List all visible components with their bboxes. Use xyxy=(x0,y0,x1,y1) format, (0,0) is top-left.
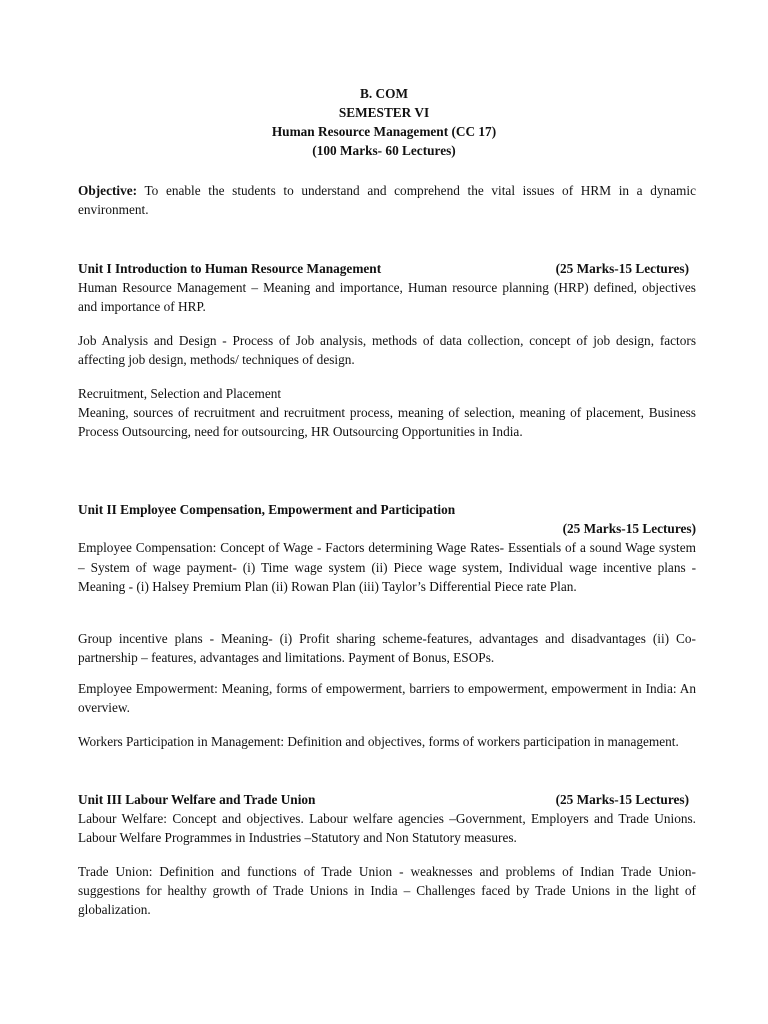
unit-3-trade-union xyxy=(78,862,696,920)
unit-2-paragraph-4: Workers Participation in Management: Definition and objectives, forms of workers participation in management. xyxy=(78,734,679,749)
unit-2-participation xyxy=(78,732,696,751)
unit-2-paragraph-3: Employee Empowerment: Meaning, forms of empowerment, barriers to empowerment, empowerment in India: An overview. xyxy=(78,681,696,716)
unit-3-marks: (25 Marks-15 Lectures) xyxy=(555,792,689,807)
unit-1-recruitment xyxy=(78,384,696,442)
unit-1-marks: (25 Marks-15 Lectures) xyxy=(555,261,689,276)
unit-1-paragraph-2: Job Analysis and Design - Process of Job analysis, methods of data collection, concept of job design, factors affecting job design, methods/ techniques of design. xyxy=(78,333,696,368)
unit-2-heading xyxy=(78,500,696,519)
unit-1-section xyxy=(78,259,696,317)
unit-2-marks: (25 Marks-15 Lectures) xyxy=(562,521,696,537)
objective-section xyxy=(78,181,696,219)
unit-2-empowerment xyxy=(78,679,696,717)
unit-3-paragraph-1: Labour Welfare: Concept and objectives. Labour welfare agencies –Government, Employers and Trade Unions. Labour Welfare Programmes in Industries –Statutory and Non Statutory measures. xyxy=(78,811,696,846)
document-header xyxy=(0,84,768,160)
degree-title: B. COM xyxy=(359,86,408,101)
unit-1-title: Unit I Introduction to Human Resource Management xyxy=(78,261,382,276)
course-title: Human Resource Management (CC 17) xyxy=(271,124,497,139)
objective-label: Objective: xyxy=(78,183,138,198)
unit-1-heading xyxy=(78,259,696,278)
unit-2-paragraph-1: Employee Compensation: Concept of Wage - Factors determining Wage Rates- Essentials of a sound Wage system – System of wage payment- (i) Time wage system (ii) Piece wage system, Individual wage incentive plans - Meaning - (i) Halsey Premium Plan (ii) Rowan Plan (iii) Taylor’s Differential Piece rate Plan. xyxy=(78,540,696,594)
objective-paragraph xyxy=(78,181,696,219)
course-marks: (100 Marks- 60 Lectures) xyxy=(312,143,456,158)
unit-2-title: Unit II Employee Compensation, Empowerment and Participation xyxy=(78,502,456,517)
unit-3-paragraph-2: Trade Union: Definition and functions of Trade Union - weaknesses and problems of Indian Trade Union- suggestions for healthy growth of Trade Unions in India – Challenges faced by Trade Unions in the light of globalization. xyxy=(78,864,696,918)
unit-1-paragraph-3: Meaning, sources of recruitment and recruitment process, meaning of selection, meaning of placement, Business Process Outsourcing, need for outsourcing, HR Outsourcing Opportunities in India. xyxy=(78,405,696,440)
unit-2-section xyxy=(78,500,696,596)
unit-3-section xyxy=(78,790,696,848)
unit-3-title: Unit III Labour Welfare and Trade Union xyxy=(78,792,316,807)
unit-2-group-incentive xyxy=(78,629,696,667)
unit-1-paragraph-1: Human Resource Management – Meaning and importance, Human resource planning (HRP) defined, objectives and importance of HRP. xyxy=(78,280,696,315)
unit-1-job-analysis xyxy=(78,331,696,369)
unit-3-heading xyxy=(78,790,696,809)
unit-1-subheading: Recruitment, Selection and Placement xyxy=(78,386,282,401)
objective-text: To enable the students to understand and comprehend the vital issues of HRM in a dynamic environment. xyxy=(78,183,696,218)
unit-2-paragraph-2: Group incentive plans - Meaning- (i) Profit sharing scheme-features, advantages and disadvantages (ii) Co-partnership – features, advantages and limitations. Payment of Bonus, ESOPs. xyxy=(78,631,696,666)
semester-title: SEMESTER VI xyxy=(338,105,430,120)
